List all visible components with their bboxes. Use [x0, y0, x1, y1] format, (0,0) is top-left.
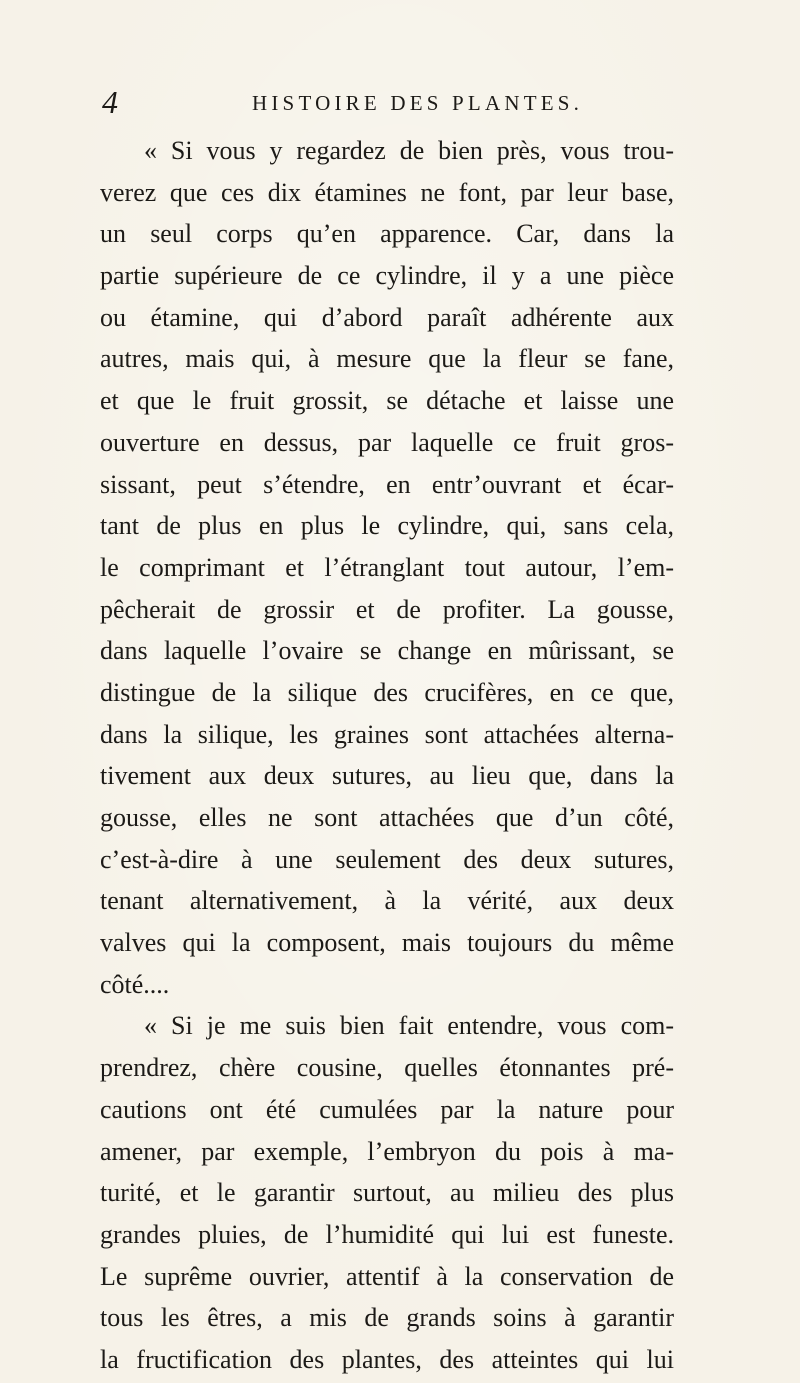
- text-line: ouverture en dessus, par laquelle ce fruit gros-: [100, 427, 674, 457]
- text-line: turité, et le garantir surtout, au milieu des plus: [100, 1178, 674, 1208]
- text-line: distingue de la silique des crucifères, en ce que,: [100, 677, 674, 707]
- text-line: tenant alternativement, à la vérité, aux deux: [100, 886, 674, 916]
- text-line: autres, mais qui, à mesure que la fleur se fane,: [100, 344, 674, 374]
- text-line: gousse, elles ne sont attachées que d’un côté,: [100, 803, 674, 832]
- text-line: pêcherait de grossir et de profiter. La gousse,: [100, 594, 674, 624]
- text-line: dans laquelle l’ovaire se change en mûrissant, se: [100, 636, 674, 666]
- text-line: tant de plus en plus le cylindre, qui, sans cela,: [100, 511, 674, 541]
- text-line: verez que ces dix étamines ne font, par leur base,: [100, 177, 674, 207]
- text-line: Le suprême ouvrier, attentif à la conservation de: [100, 1261, 674, 1291]
- text-line: partie supérieure de ce cylindre, il y a une pièce: [100, 261, 674, 291]
- text-line: grandes pluies, de l’humidité qui lui est funeste.: [100, 1219, 674, 1249]
- body-text: [100, 130, 674, 1381]
- text-line: tivement aux deux sutures, au lieu que, dans la: [100, 761, 674, 791]
- text-line: « Si je me suis bien fait entendre, vous com-: [144, 1011, 674, 1041]
- page-number: 4: [102, 84, 118, 120]
- text-line: et que le fruit grossit, se détache et laisse une: [100, 386, 674, 416]
- text-line: la fructification des plantes, des atteintes qui lui: [100, 1344, 674, 1374]
- text-line: « Si vous y regardez de bien près, vous trou-: [144, 136, 674, 165]
- text-line: dans la silique, les graines sont attachées alterna-: [100, 719, 674, 749]
- text-line: sissant, peut s’étendre, en entr’ouvrant et écar-: [100, 469, 674, 499]
- text-line: un seul corps qu’en apparence. Car, dans la: [100, 219, 674, 249]
- text-line: cautions ont été cumulées par la nature pour: [100, 1094, 674, 1124]
- running-title: HISTOIRE DES PLANTES.: [252, 91, 584, 115]
- text-line: prendrez, chère cousine, quelles étonnantes pré-: [100, 1053, 674, 1083]
- page-header: [102, 80, 674, 124]
- text-line: ou étamine, qui d’abord paraît adhérente aux: [100, 302, 674, 332]
- text-line: côté....: [100, 969, 170, 999]
- text-line: c’est-à-dire à une seulement des deux sutures,: [100, 844, 674, 874]
- text-line: amener, par exemple, l’embryon du pois à ma-: [100, 1136, 674, 1166]
- text-line: valves qui la composent, mais toujours du même: [100, 928, 674, 958]
- text-line: le comprimant et l’étranglant tout autour, l’em-: [100, 552, 674, 582]
- text-line: tous les êtres, a mis de grands soins à garantir: [100, 1303, 674, 1333]
